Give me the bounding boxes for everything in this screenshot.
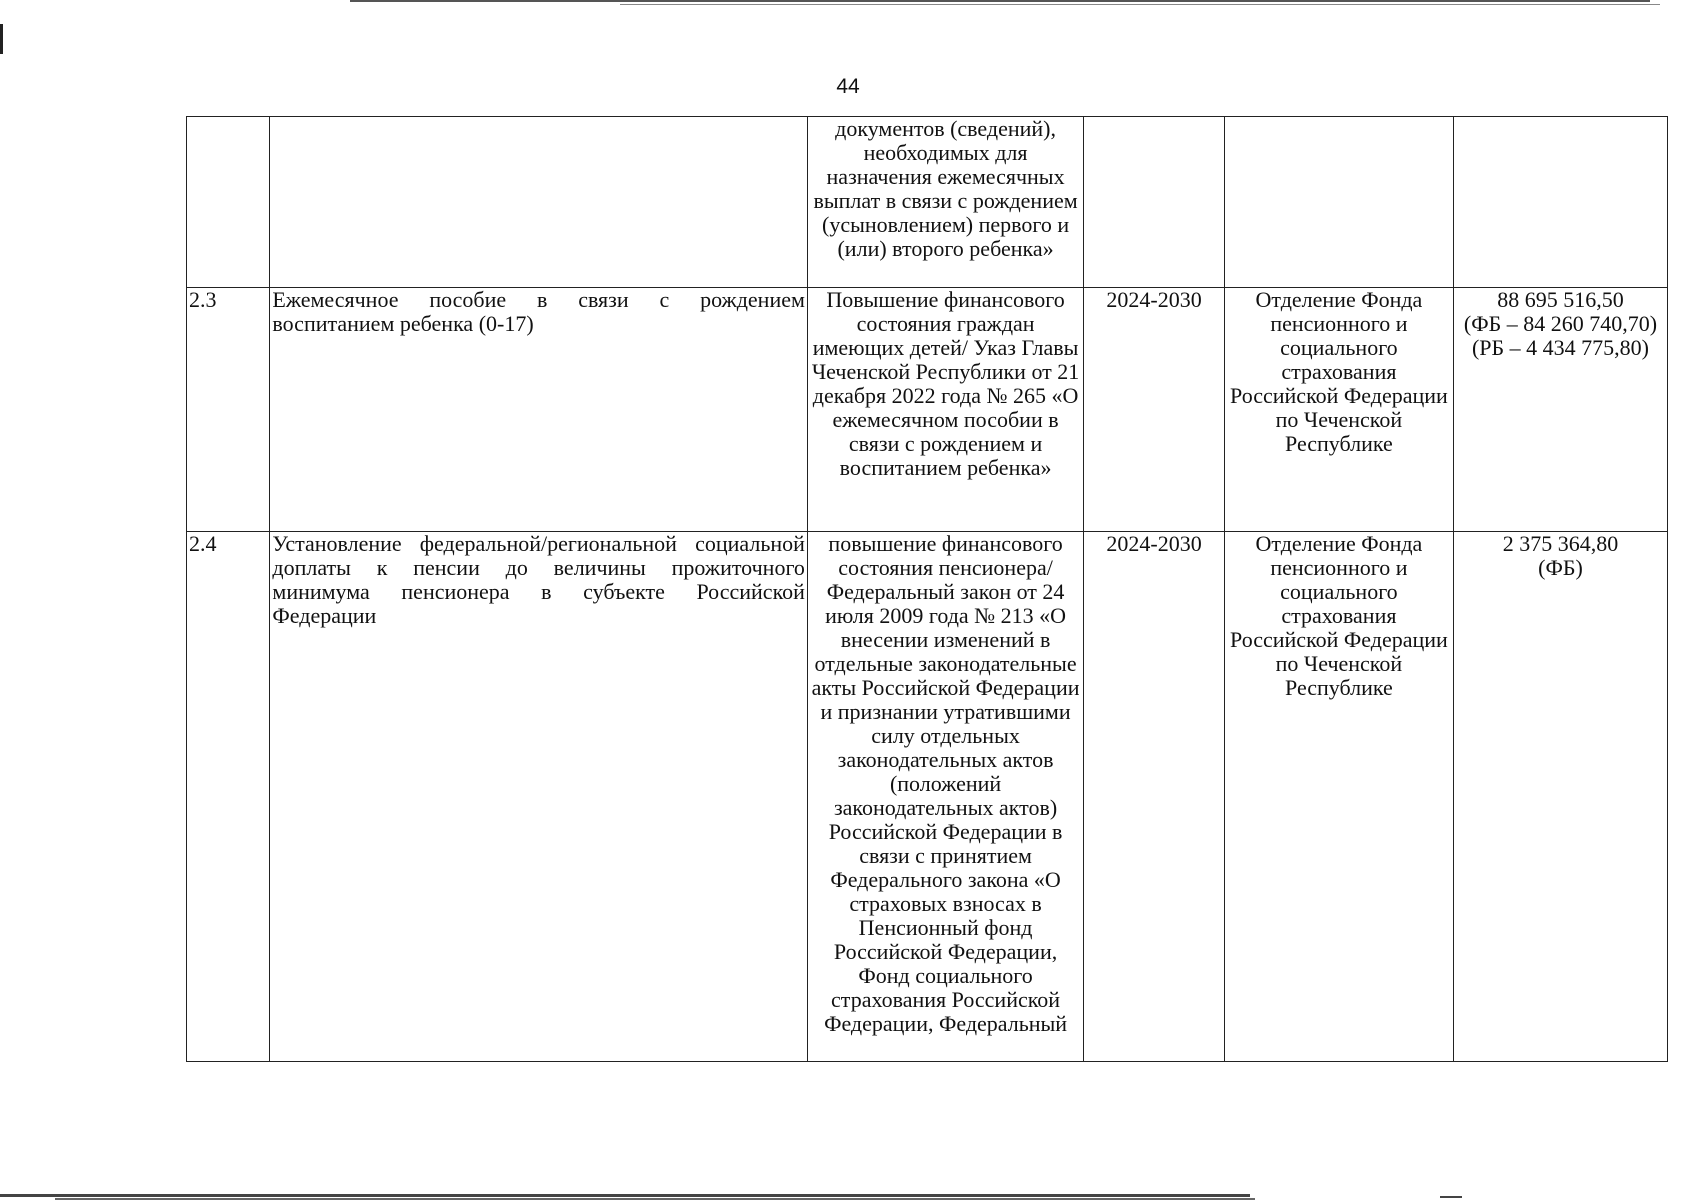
cell-amount [1453, 532, 1667, 1062]
table-row [187, 288, 1668, 532]
scan-edge-dash [1440, 1196, 1462, 1198]
cell-purpose: Повышение финансового состояния граждан имеющих детей/ Указ Главы Чеченской Республики от 21 декабря 2022 года № 265 «О ежемесячном пособии в связи с рождением и воспитанием ребенка» [807, 288, 1083, 532]
cell-number: 2.3 [187, 288, 270, 532]
cell-executor: Отделение Фонда пенсионного и социального страхования Российской Федерации по Чеченской Республике [1224, 532, 1453, 1062]
page-number: 44 [836, 75, 860, 98]
cell-amount [1453, 288, 1667, 532]
table-row [187, 532, 1668, 1062]
cell-measure-name: Установление федеральной/региональной социальной доплаты к пенсии до величины прожиточного минимума пенсионера в субъекте Российской Федерации [270, 532, 808, 1062]
cell-number [187, 117, 270, 288]
amount-total: 2 375 364,80 [1502, 531, 1619, 556]
cell-measure-name: Ежемесячное пособие в связи с рождением воспитанием ребенка (0-17) [270, 288, 808, 532]
cell-number: 2.4 [187, 532, 270, 1062]
scan-edge-line-bottom [0, 1194, 1250, 1197]
cell-executor [1224, 117, 1453, 288]
cell-amount [1453, 117, 1667, 288]
cell-measure-name [270, 117, 808, 288]
cell-period: 2024-2030 [1084, 532, 1225, 1062]
scan-edge-line-top [350, 0, 1650, 2]
scan-edge-mark-left [0, 24, 3, 54]
cell-executor: Отделение Фонда пенсионного и социального страхования Российской Федерации по Чеченской Республике [1224, 288, 1453, 532]
amount-federal: (ФБ) [1538, 555, 1583, 580]
amount-federal: (ФБ – 84 260 740,70) [1463, 311, 1658, 336]
cell-period [1084, 117, 1225, 288]
cell-purpose: повышение финансового состояния пенсионера/ Федеральный закон от 24 июля 2009 года № 213 «О внесении изменений в отдельные законодательные акты Российской Федерации и признании утратившими силу отдельных законодательных актов (положений законодательных актов) Российской Федерации в связи с принятием Федерального закона «О страховых взносах в Пенсионный фонд Российской Федерации, Фонд социального страхования Российской Федерации, Федеральный [807, 532, 1083, 1062]
scan-edge-line-top-secondary [620, 4, 1660, 5]
cell-purpose: документов (сведений), необходимых для назначения ежемесячных выплат в связи с рождением (усыновлением) первого и (или) второго ребенка» [807, 117, 1083, 288]
cell-period: 2024-2030 [1084, 288, 1225, 532]
table-row [187, 117, 1668, 288]
amount-total: 88 695 516,50 [1497, 287, 1624, 312]
amount-regional: (РБ – 4 434 775,80) [1471, 335, 1649, 360]
program-measures-table [186, 116, 1668, 1062]
